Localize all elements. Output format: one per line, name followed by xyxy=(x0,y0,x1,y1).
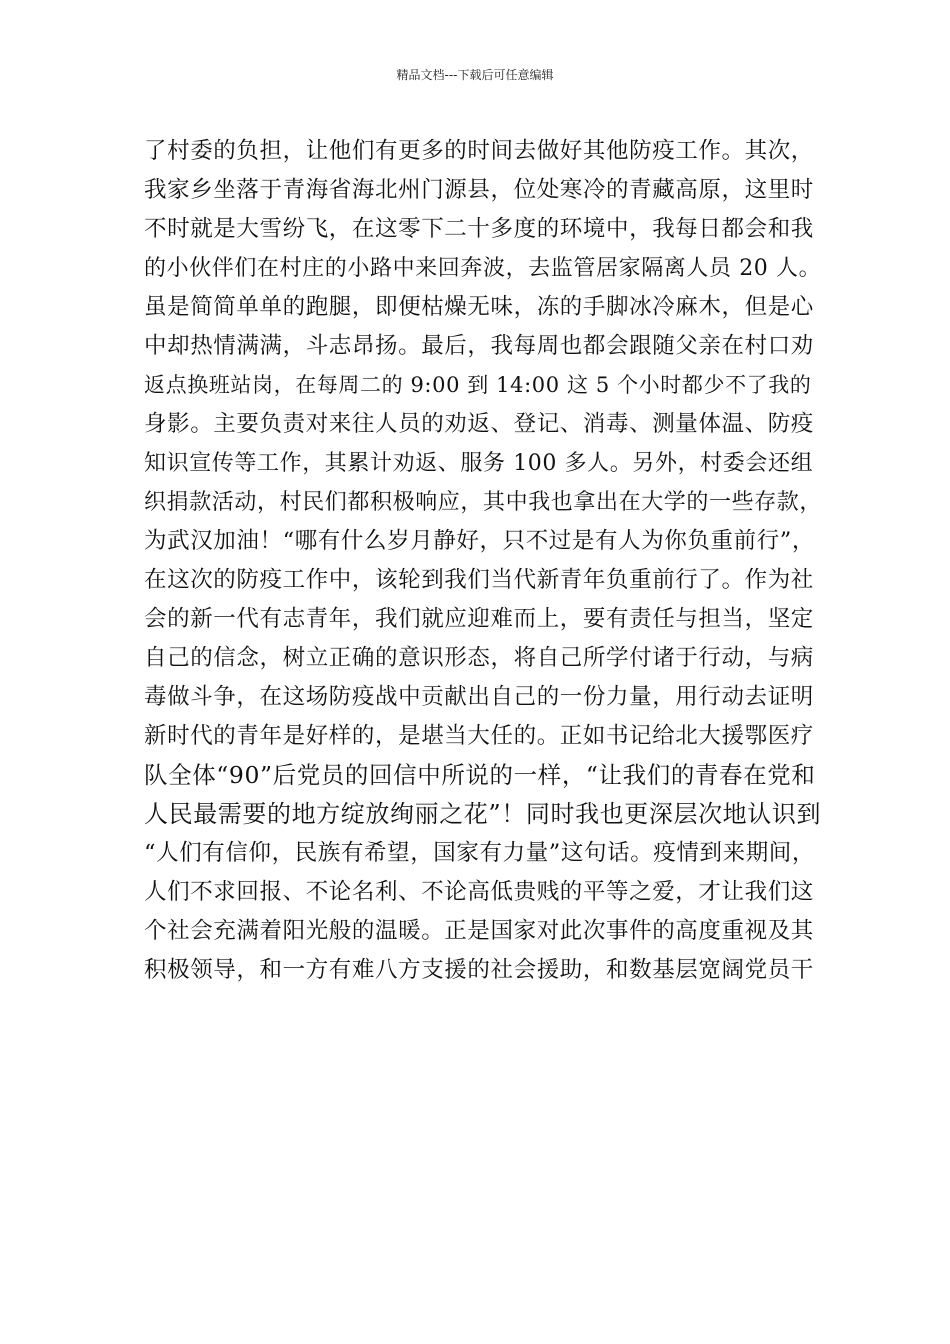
body-line: 了村委的负担，让他们有更多的时间去做好其他防疫工作。其次， xyxy=(144,138,814,164)
body-line: “人们有信仰，民族有希望，国家有力量”这句话。疫情到来期间， xyxy=(144,840,816,866)
body-line: 织捐款活动，村民们都积极响应，其中我也拿出在大学的一些存款， xyxy=(144,490,823,515)
body-line: 的小伙伴们在村庄的小路中来回奔波，去监管居家隔离人员 20 人。 xyxy=(144,256,822,281)
body-line: 人们不求回报、不论名利、不论高低贵贱的平等之爱，才让我们这 xyxy=(144,879,814,905)
body-line: 中却热情满满，斗志昂扬。最后，我每周也都会跟随父亲在村口劝 xyxy=(144,333,814,359)
body-line: 会的新一代有志青年，我们就应迎难而上，要有责任与担当，坚定 xyxy=(144,606,814,632)
body-line: 返点换班站岗，在每周二的 9:00 到 14:00 这 5 个小时都少不了我的 xyxy=(144,373,812,397)
body-line: 为武汉加油！“哪有什么岁月静好，只不过是有人为你负重前行”， xyxy=(144,528,816,554)
body-line: 身影。主要负责对来往人员的劝返、登记、消毒、测量体温、防疫 xyxy=(144,411,814,437)
page-header: 精品文档---下载后可任意编辑 xyxy=(396,68,554,82)
body-line: 新时代的青年是好样的，是堪当大任的。正如书记给北大援鄂医疗 xyxy=(144,723,814,749)
body-line: 人民最需要的地方绽放绚丽之花”！同时我也更深层次地认识到 xyxy=(144,800,822,828)
body-line: 虽是简简单单的跑腿，即便枯燥无味，冻的手脚冰冷麻木，但是心 xyxy=(144,294,814,320)
body-line: 在这次的防疫工作中，该轮到我们当代新青年负重前行了。作为社 xyxy=(144,567,814,593)
body-text xyxy=(144,132,824,990)
body-line: 个社会充满着阳光般的温暖。正是国家对此次事件的高度重视及其 xyxy=(144,918,814,944)
body-line: 我家乡坐落于青海省海北州门源县，位处寒冷的青藏高原，这里时 xyxy=(144,177,814,203)
body-line: 积极领导，和一方有难八方支援的社会援助，和数基层宽阔党员干 xyxy=(144,957,814,983)
body-line: 毒做斗争，在这场防疫战中贡献出自己的一份力量，用行动去证明 xyxy=(144,684,814,710)
body-line: 队全体“90”后党员的回信中所说的一样，“让我们的青春在党和 xyxy=(144,761,816,789)
body-line: 自己的信念，树立正确的意识形态，将自己所学付诸于行动，与病 xyxy=(144,645,814,671)
body-line: 知识宣传等工作，其累计劝返、服务 100 多人。另外，村委会还组 xyxy=(144,451,814,476)
body-line: 不时就是大雪纷飞，在这零下二十多度的环境中，我每日都会和我 xyxy=(144,216,814,242)
